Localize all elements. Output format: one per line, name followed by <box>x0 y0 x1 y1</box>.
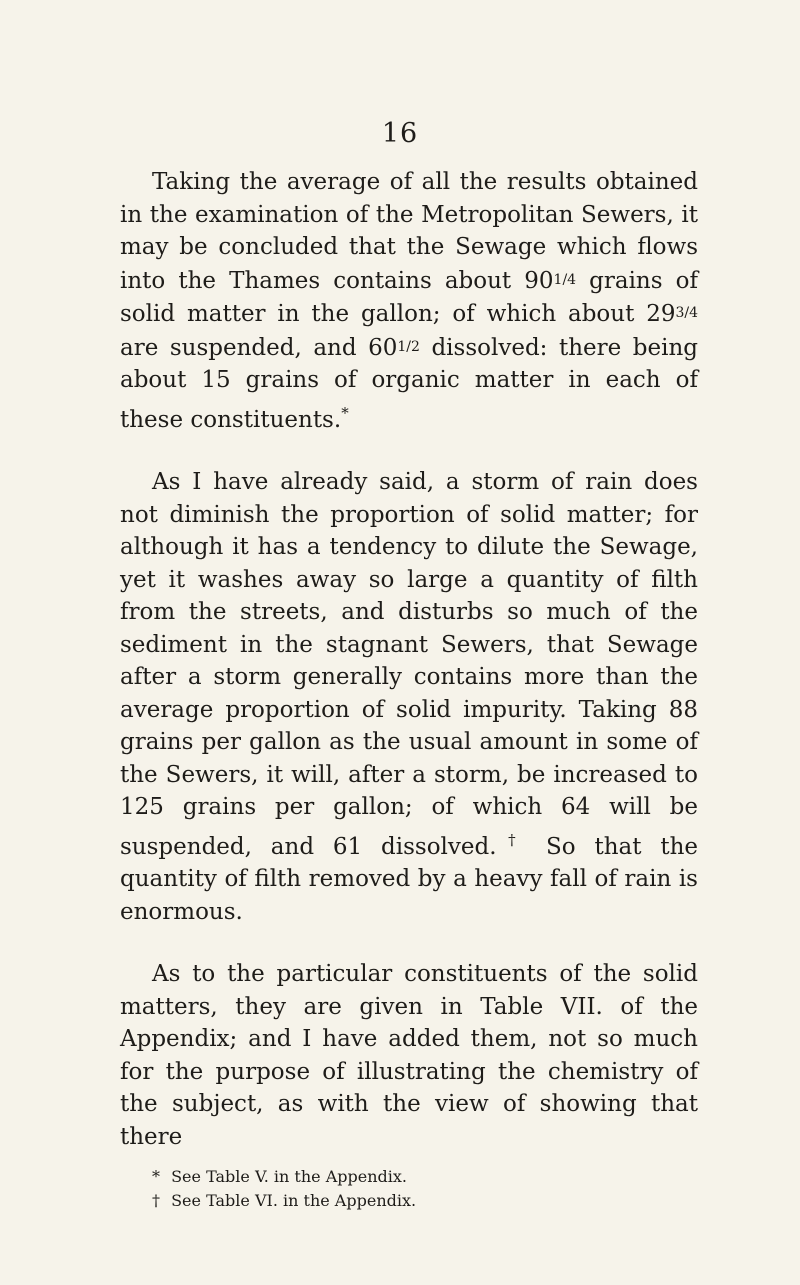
paragraph-2 <box>120 466 698 928</box>
paragraph-1-text-1: Taking the average of all the results obtained in the examination of the Metropolitan Sewers, it may be concluded that the Sewage which flows into the Thames contains about 90 <box>120 169 698 294</box>
body-text <box>120 166 698 1213</box>
footnote-reference-dagger[interactable]: † <box>496 830 528 849</box>
footnote-2 <box>152 1189 698 1213</box>
paragraph-3-text-1: As to the particular constituents of the solid matters, they are given in Table VII. of the Appendix; and I have added them, not so much for the purpose of illustrating the chemistry of the subject, as with the view of showing that there <box>120 961 698 1150</box>
paragraph-2-text-2: So that the quantity of filth removed by a heavy fall of rain is enormous. <box>120 833 698 925</box>
footnotes <box>120 1165 698 1213</box>
paragraph-1 <box>120 166 698 436</box>
fraction-one-half: 1/2 <box>397 338 420 355</box>
paragraph-1-text-2: grains of solid matter in the gallon; of which about 29 <box>120 267 698 327</box>
paragraph-3 <box>120 958 698 1153</box>
fraction-three-quarters: 3/4 <box>675 305 698 321</box>
footnote-1-text: See Table V. in the Appendix. <box>171 1167 407 1186</box>
fraction-one-quarter: 1/4 <box>553 271 577 288</box>
paragraph-2-text-1: As I have already said, a storm of rain does not diminish the proportion of solid matter; for although it has a tendency to dilute the Sewage, yet it washes away so large a quantity of filth from the streets, and disturbs so much of the sediment in the stagnant Sewers, that Sewage after a storm generally contains more than the average proportion of solid impurity. Taking 88 grains per gallon as the usual amount in some of the Sewers, it will, after a storm, be increased to 125 grains per gallon; of which 64 will be suspended, and 61 dissolved. <box>120 469 698 860</box>
footnote-2-mark: † <box>152 1191 160 1210</box>
paragraph-1-text-3: are suspended, and 60 <box>120 334 398 361</box>
page-number: 16 <box>381 118 419 149</box>
footnote-reference-asterisk[interactable]: * <box>341 403 349 422</box>
paragraph-1-text-4: dissolved: there being about 15 grains of organic matter in each of these constituents. <box>120 334 698 433</box>
footnote-1-mark: * <box>152 1167 160 1186</box>
footnote-2-text: See Table VI. in the Appendix. <box>171 1191 417 1210</box>
footnote-1 <box>152 1165 698 1189</box>
